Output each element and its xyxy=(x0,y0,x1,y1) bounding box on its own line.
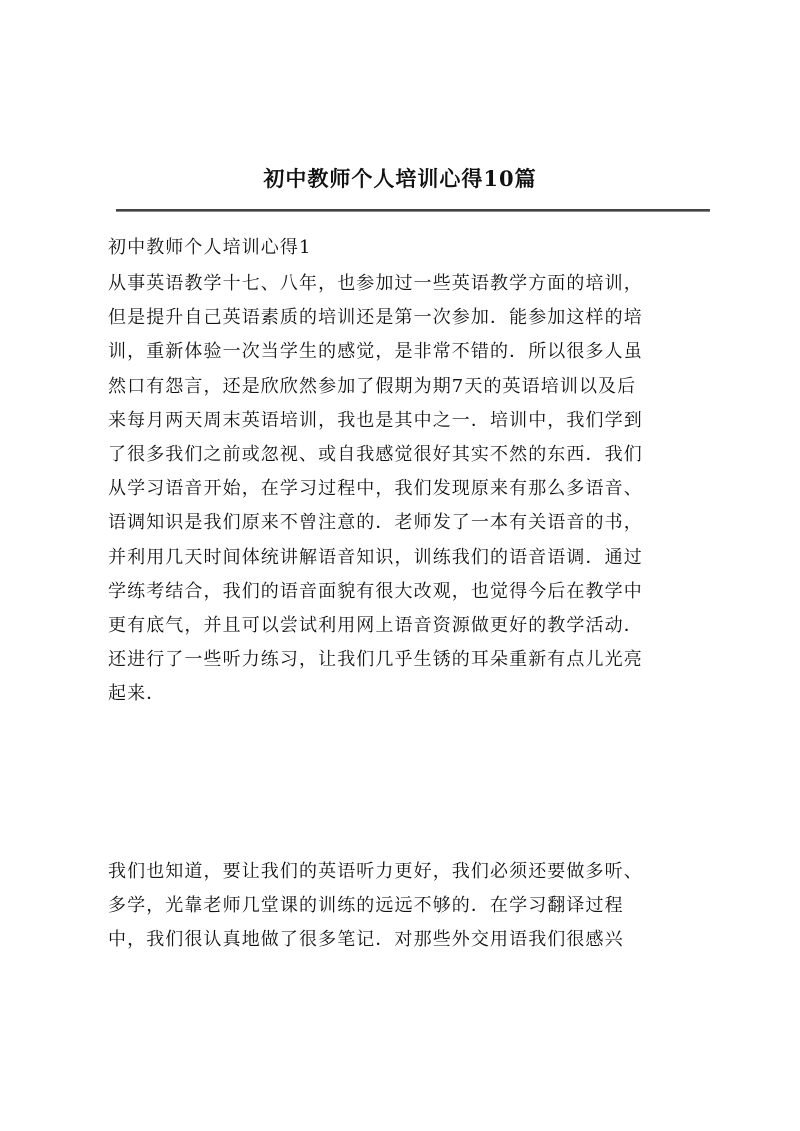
paragraph-line: 还进行了一些听力练习，让我们几乎生锈的耳朵重新有点儿光亮 xyxy=(108,649,643,671)
paragraph-line: 语调知识是我们原来不曾注意的．老师发了一本有关语音的书， xyxy=(108,512,643,534)
page-title: 初中教师个人培训心得10篇 xyxy=(263,166,537,191)
title-divider xyxy=(116,209,710,212)
paragraph-line: 我们也知道，要让我们的英语听力更好，我们必须还要做多听、 xyxy=(108,861,643,882)
paragraph-line: 来每月两天周末英语培训，我也是其中之一．培训中，我们学到 xyxy=(108,409,643,431)
paragraph-line: 然口有怨言，还是欣欣然参加了假期为期7天的英语培训以及后 xyxy=(108,375,637,397)
paragraph-line: 从事英语教学十七、八年，也参加过一些英语教学方面的培训， xyxy=(108,273,643,294)
paragraph-line: 训，重新体验一次当学生的感觉，是非常不错的．所以很多人虽 xyxy=(108,341,643,363)
paragraph-line: 了很多我们之前或忽视、或自我感觉很好其实不然的东西．我们 xyxy=(108,443,643,465)
paragraph-line: 多学，光靠老师几堂课的训练的远远不够的．在学习翻译过程 xyxy=(108,895,624,917)
paragraph-1 xyxy=(108,267,708,711)
section-heading: 初中教师个人培训心得1 xyxy=(108,237,312,258)
paragraph-line: 但是提升自己英语素质的培训还是第一次参加．能参加这样的培 xyxy=(108,307,643,329)
paragraph-line: 起来． xyxy=(108,683,166,705)
paragraph-line: 更有底气，并且可以尝试利用网上语音资源做更好的教学活动． xyxy=(108,614,643,636)
paragraph-line: 并利用几天时间体统讲解语音知识，训练我们的语音语调．通过 xyxy=(108,546,643,568)
paragraph-2 xyxy=(108,855,708,958)
paragraph-line: 从学习语音开始，在学习过程中，我们发现原来有那么多语音、 xyxy=(108,478,643,500)
paragraph-line: 中，我们很认真地做了很多笔记．对那些外交用语我们很感兴 xyxy=(108,929,624,951)
paragraph-line: 学练考结合，我们的语音面貌有很大改观，也觉得今后在教学中 xyxy=(108,580,643,602)
